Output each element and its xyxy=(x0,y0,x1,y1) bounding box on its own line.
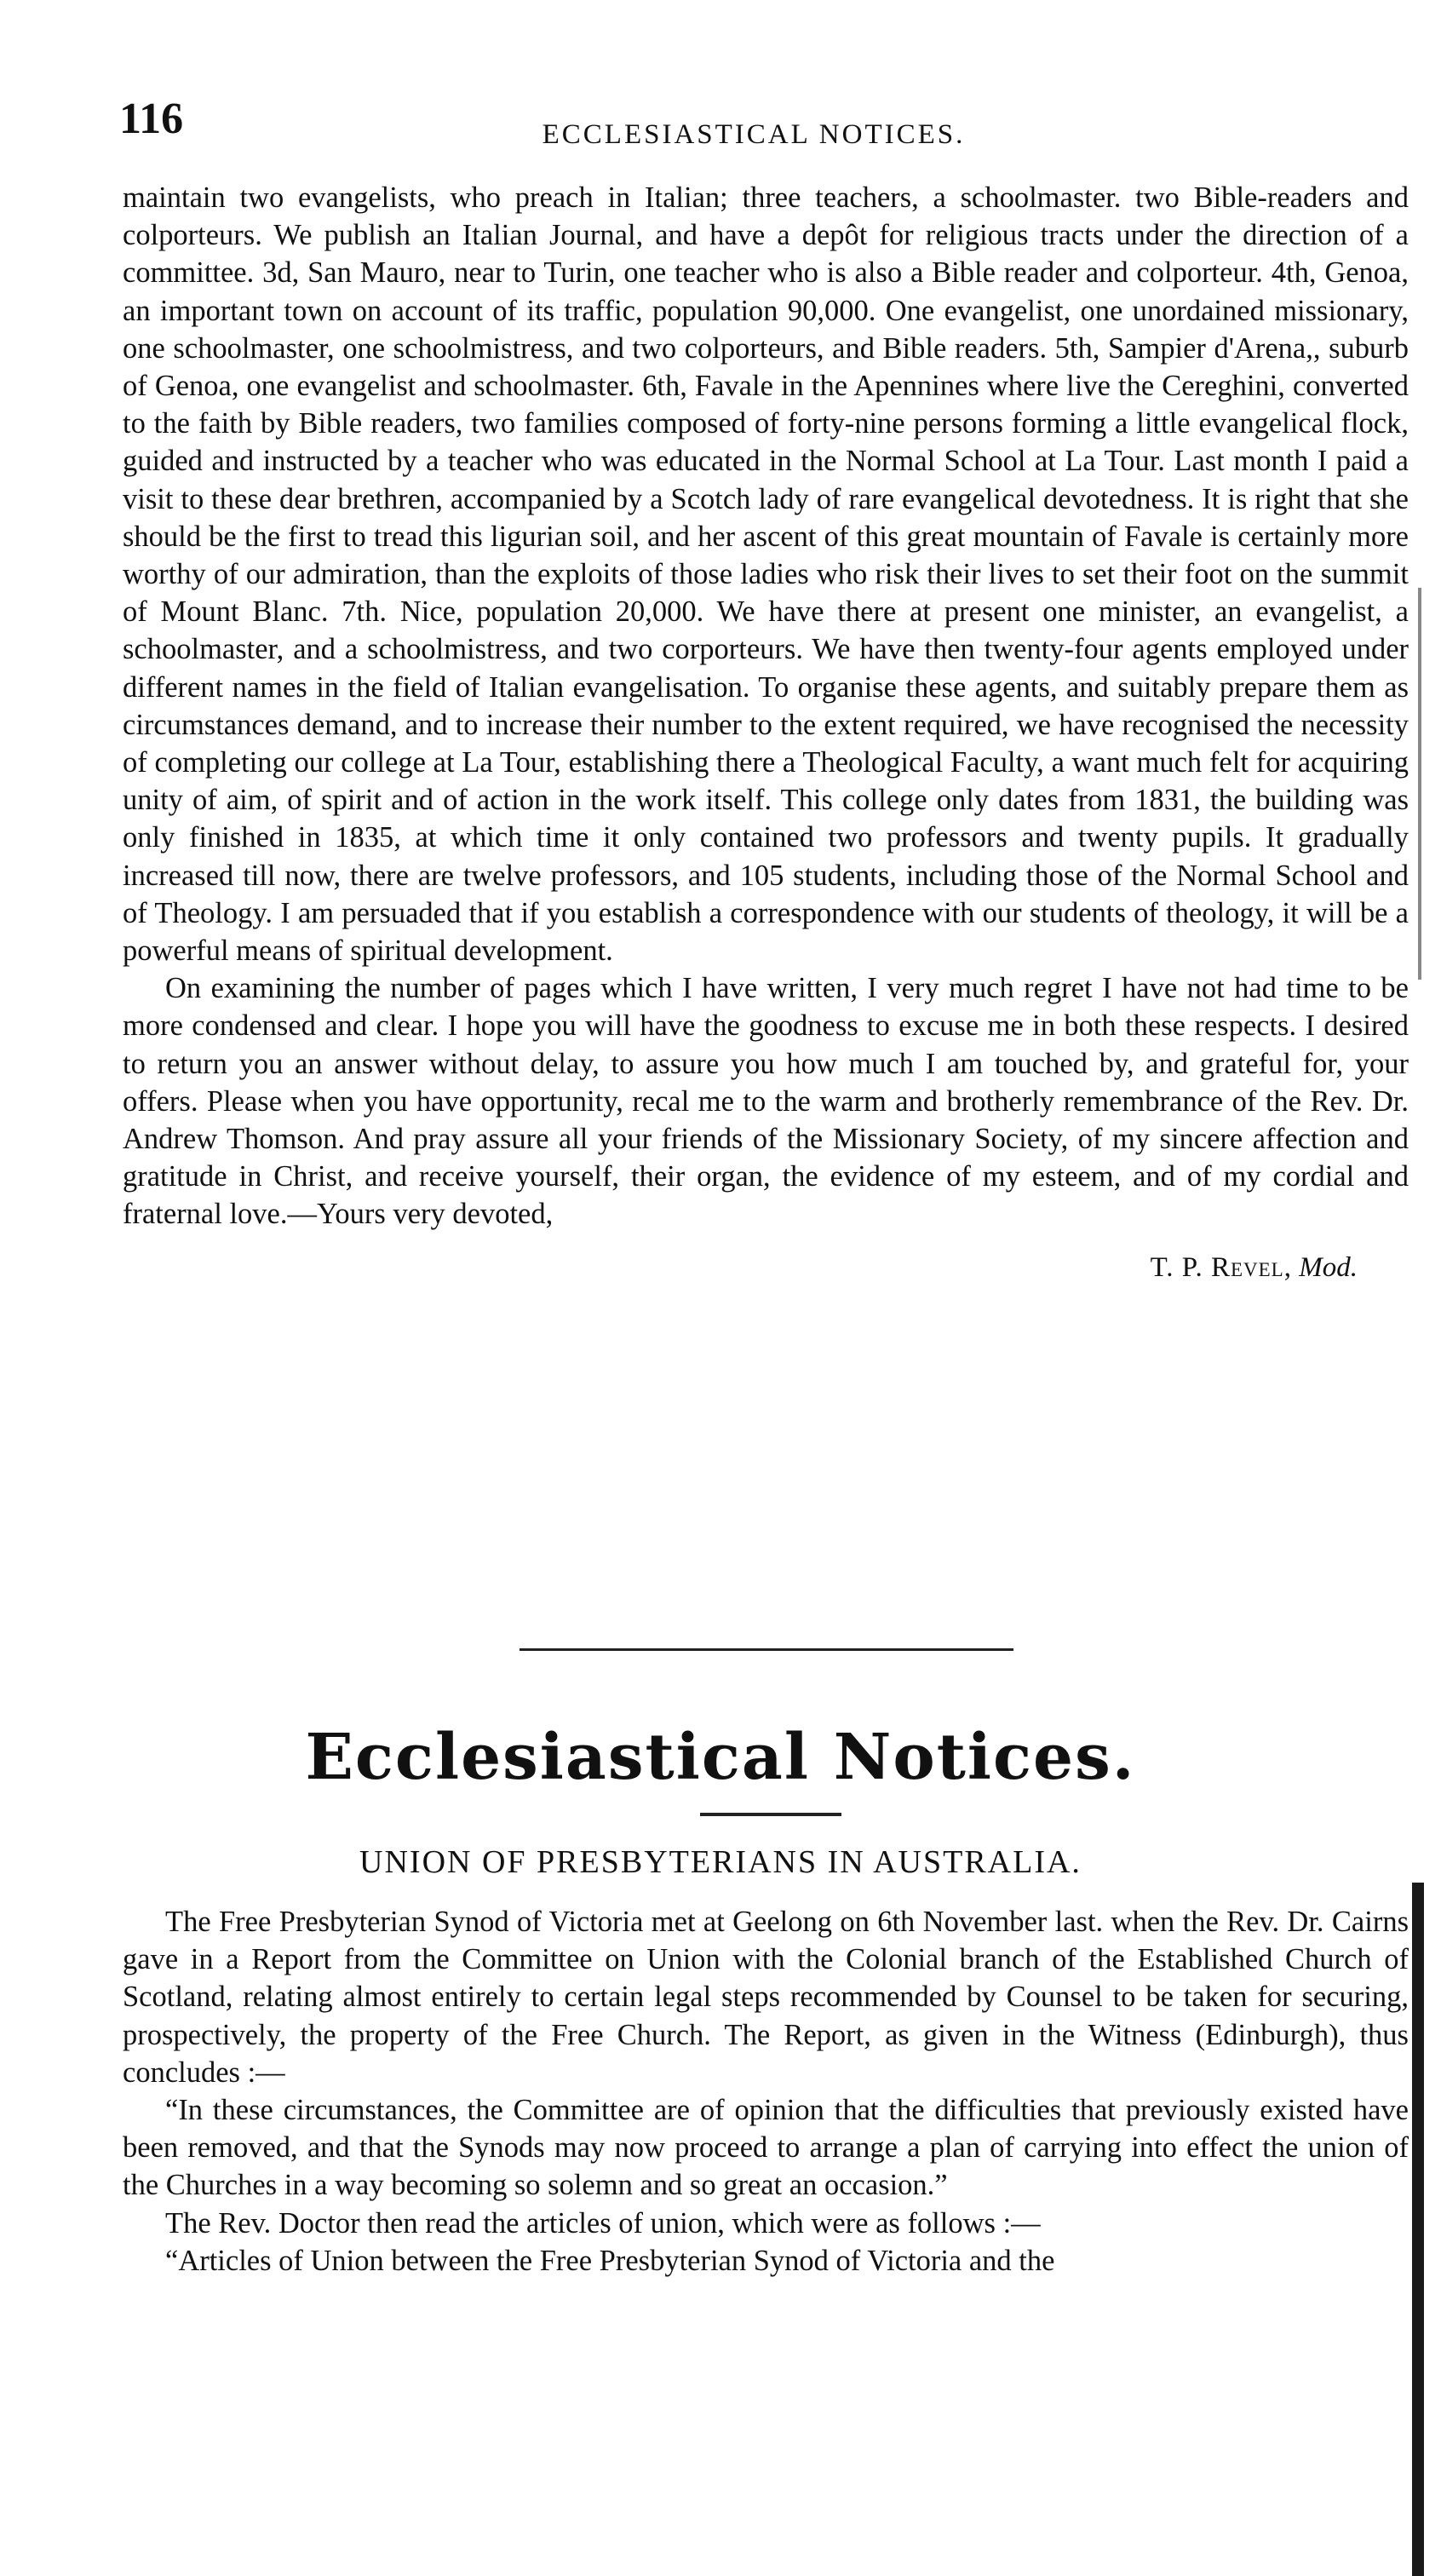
letter-body xyxy=(123,179,1409,1284)
signature xyxy=(123,1252,1358,1284)
section-heading: Ecclesiastical Notices. xyxy=(305,1721,1136,1794)
signature-role: Mod. xyxy=(1299,1251,1358,1283)
section-divider xyxy=(520,1648,1013,1651)
signature-name: T. P. Revel, xyxy=(1150,1251,1292,1283)
page-number: 116 xyxy=(119,95,184,143)
page-edge-shadow xyxy=(1412,1883,1424,2576)
article-paragraph-1: The Free Presbyterian Synod of Victoria met at Geelong on 6th November last. when the Rev. Dr. Cairns gave in a Report from the Committee on Union with the Colonial branch of the Established Church of Scotland, relating almost entirely to certain legal steps recommended by Counsel to be taken for securing, prospectively, the property of the Free Church. The Report, as given in the Witness (Edinburgh), thus concludes :— xyxy=(123,1906,1409,2089)
heading-underline xyxy=(700,1813,841,1816)
article-body xyxy=(123,1903,1409,2280)
running-title: ECCLESIASTICAL NOTICES. xyxy=(542,119,966,150)
article-title: UNION OF PRESBYTERIANS IN AUSTRALIA. xyxy=(359,1844,1082,1880)
article-paragraph-4: “Articles of Union between the Free Presbyterian Synod of Victoria and the xyxy=(165,2244,1055,2277)
article-paragraph-2: “In these circumstances, the Committee are of opinion that the difficulties that previously existed have been removed, and that the Synods may now proceed to arrange a plan of carrying into effect the union of the Churches in a way becoming so solemn and so great an occasion.” xyxy=(123,2094,1409,2202)
letter-paragraph-1: maintain two evangelists, who preach in Italian; three teachers, a schoolmaster. two Bible-readers and colporteurs. We publish an Italian Journal, and have a depôt for religious tracts under the direction of a committee. 3d, San Mauro, near to Turin, one teacher who is also a Bible reader and colporteur. 4th, Genoa, an important town on account of its traffic, population 90,000. One evangelist, one unordained missionary, one schoolmaster, one schoolmistress, and two colporteurs, and Bible readers. 5th, Sampier d'Arena,, suburb of Genoa, one evangelist and schoolmaster. 6th, Favale in the Apennines where live the Cereghini, converted to the faith by Bible readers, two families composed of forty-nine persons forming a little evangelical flock, guided and instructed by a teacher who was educated in the Normal School at La Tour. Last month I paid a visit to these dear brethren, accompanied by a Scotch lady of rare evangelical devotedness. It is right that she should be the first to tread this ligurian soil, and her ascent of this great mountain of Favale is certainly more worthy of our admiration, than the exploits of those ladies who risk their lives to set their foot on the summit of Mount Blanc. 7th. Nice, population 20,000. We have there at present one minister, an evangelist, a schoolmaster, and a schoolmistress, and two corporteurs. We have then twenty-four agents employed under different names in the field of Italian evangelisation. To organise these agents, and suitably prepare them as circumstances demand, and to increase their number to the extent required, we have recognised the necessity of completing our college at La Tour, establishing there a Theological Faculty, a want much felt for acquiring unity of aim, of spirit and of action in the work itself. This college only dates from 1831, the building was only finished in 1835, at which time it only contained two professors and twenty pupils. It gradually increased till now, there are twelve professors, and 105 students, including those of the Normal School and of Theology. I am persuaded that if you establish a correspondence with our students of theology, it will be a powerful means of spiritual development. xyxy=(123,181,1409,968)
margin-mark xyxy=(1418,588,1421,980)
letter-paragraph-2: On examining the number of pages which I have written, I very much regret I have not had time to be more condensed and clear. I hope you will have the goodness to excuse me in both these respects. I desired to return you an answer without delay, to assure you how much I am touched by, and grateful for, your offers. Please when you have opportunity, recal me to the warm and brotherly remembrance of the Rev. Dr. Andrew Thomson. And pray assure all your friends of the Missionary Society, of my sincere affection and gratitude in Christ, and receive yourself, their organ, the evidence of my esteem, and of my cordial and fraternal love.—Yours very devoted, xyxy=(123,972,1409,1231)
article-paragraph-3: The Rev. Doctor then read the articles of union, which were as follows :— xyxy=(165,2206,1041,2240)
page-header xyxy=(119,94,1388,162)
